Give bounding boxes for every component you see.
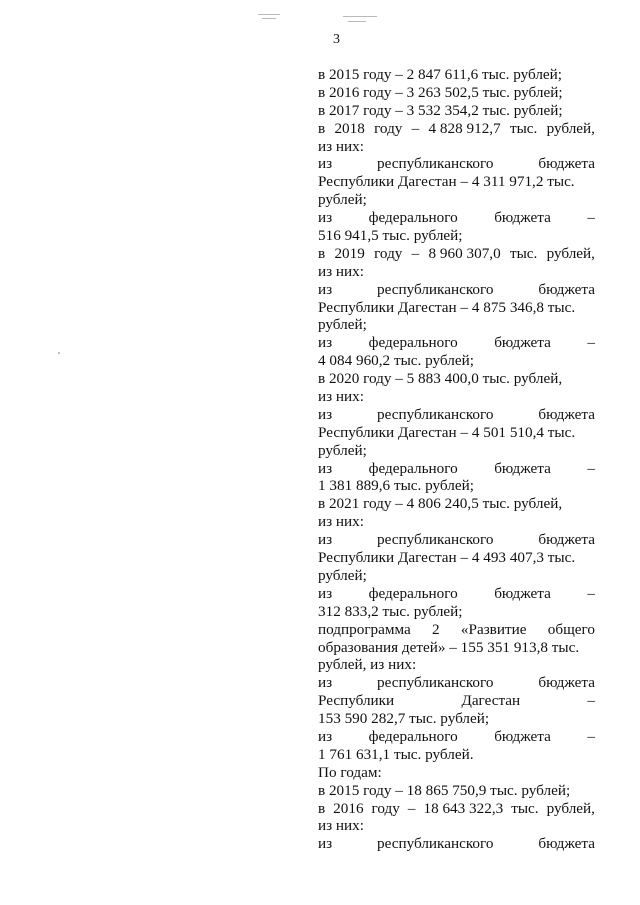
text-line bbox=[318, 692, 595, 710]
word: из bbox=[318, 405, 333, 423]
text-line bbox=[318, 531, 595, 549]
word: республиканского bbox=[377, 835, 494, 853]
word: республиканского bbox=[377, 280, 494, 298]
word: федерального bbox=[368, 334, 458, 352]
text-line: в 2016 году – 3 263 502,5 тыс. рублей; bbox=[318, 83, 563, 101]
word: в bbox=[318, 799, 326, 817]
text-line: 1 381 889,6 тыс. рублей; bbox=[318, 477, 474, 495]
text-line: из них: bbox=[318, 137, 364, 155]
text-line bbox=[318, 406, 595, 424]
word: федерального bbox=[368, 459, 458, 477]
text-line: рублей; bbox=[318, 191, 367, 209]
text-line: 516 941,5 тыс. рублей; bbox=[318, 227, 463, 245]
word: 4 828 912,7 bbox=[428, 119, 501, 137]
word: 8 960 307,0 bbox=[428, 244, 501, 262]
text-line bbox=[318, 209, 595, 227]
word: Республики bbox=[318, 692, 395, 710]
word: федерального bbox=[368, 584, 458, 602]
word: республиканского bbox=[377, 531, 494, 549]
word: – bbox=[411, 119, 420, 137]
word: из bbox=[318, 280, 333, 298]
word: году bbox=[371, 799, 400, 817]
word: 2019 bbox=[334, 244, 365, 262]
word: из bbox=[318, 584, 333, 602]
word: тыс. bbox=[509, 119, 538, 137]
word: – bbox=[587, 584, 595, 602]
word: республиканского bbox=[377, 155, 494, 173]
text-line: в 2015 году – 18 865 750,9 тыс. рублей; bbox=[318, 781, 571, 799]
text-line bbox=[318, 120, 595, 138]
word: тыс. bbox=[511, 799, 539, 817]
word: подпрограмма bbox=[318, 620, 411, 638]
word: бюджета bbox=[494, 459, 551, 477]
text-line bbox=[318, 460, 595, 478]
text-line: в 2017 году – 3 532 354,2 тыс. рублей; bbox=[318, 101, 563, 119]
word: в bbox=[318, 119, 326, 137]
word: из bbox=[318, 334, 333, 352]
word: – bbox=[587, 692, 595, 710]
page-number: 3 bbox=[333, 32, 340, 47]
text-line: Республики Дагестан – 4 501 510,4 тыс. bbox=[318, 423, 576, 441]
text-line: из них: bbox=[318, 262, 364, 280]
word: республиканского bbox=[377, 674, 494, 692]
word: тыс. bbox=[509, 244, 538, 262]
word: из bbox=[318, 674, 333, 692]
word: «Развитие bbox=[460, 620, 527, 638]
word: – bbox=[411, 244, 420, 262]
word: рублей, bbox=[546, 119, 595, 137]
document-body bbox=[318, 66, 595, 853]
word: из bbox=[318, 155, 333, 173]
word: 2016 bbox=[333, 799, 364, 817]
text-line bbox=[318, 621, 595, 639]
word: бюджета bbox=[538, 280, 595, 298]
scan-artifact bbox=[262, 18, 276, 19]
word: республиканского bbox=[377, 405, 494, 423]
text-line: в 2015 году – 2 847 611,6 тыс. рублей; bbox=[318, 66, 563, 83]
text-line bbox=[318, 728, 595, 746]
word: из bbox=[318, 209, 333, 227]
text-line: рублей; bbox=[318, 566, 367, 584]
text-line: из них: bbox=[318, 388, 364, 406]
text-line: в 2020 году – 5 883 400,0 тыс. рублей, bbox=[318, 370, 563, 388]
word: бюджета bbox=[538, 674, 595, 692]
text-line: 1 761 631,1 тыс. рублей. bbox=[318, 745, 474, 763]
word: федерального bbox=[368, 727, 458, 745]
word: из bbox=[318, 835, 333, 853]
word: бюджета bbox=[538, 531, 595, 549]
word: 18 643 322,3 bbox=[423, 799, 504, 817]
word: бюджета bbox=[494, 727, 551, 745]
text-line: Республики Дагестан – 4 493 407,3 тыс. bbox=[318, 549, 576, 567]
scan-artifact bbox=[258, 14, 280, 15]
text-line: из них: bbox=[318, 513, 364, 531]
word: из bbox=[318, 459, 333, 477]
word: рублей, bbox=[546, 244, 595, 262]
word: году bbox=[374, 244, 403, 262]
word: бюджета bbox=[494, 334, 551, 352]
word: Дагестан bbox=[461, 692, 521, 710]
word: федерального bbox=[368, 209, 458, 227]
text-line bbox=[318, 585, 595, 603]
word: году bbox=[374, 119, 403, 137]
word: – bbox=[407, 799, 416, 817]
word: из bbox=[318, 531, 333, 549]
text-line: По годам: bbox=[318, 763, 382, 781]
word: бюджета bbox=[538, 405, 595, 423]
word: бюджета bbox=[494, 209, 551, 227]
word: в bbox=[318, 244, 326, 262]
text-line: 312 833,2 тыс. рублей; bbox=[318, 602, 463, 620]
text-line: рублей, из них: bbox=[318, 656, 417, 674]
text-line: рублей; bbox=[318, 316, 367, 334]
word: бюджета bbox=[538, 155, 595, 173]
word: 2 bbox=[432, 620, 440, 638]
word: рублей, bbox=[546, 799, 595, 817]
word: 2018 bbox=[334, 119, 365, 137]
word: – bbox=[587, 334, 595, 352]
text-line: Республики Дагестан – 4 875 346,8 тыс. bbox=[318, 298, 576, 316]
scan-artifact bbox=[58, 352, 60, 354]
word: из bbox=[318, 727, 333, 745]
text-line: рублей; bbox=[318, 441, 367, 459]
text-line: в 2021 году – 4 806 240,5 тыс. рублей, bbox=[318, 495, 563, 513]
text-line: Республики Дагестан – 4 311 971,2 тыс. bbox=[318, 173, 575, 191]
text-line: образования детей» – 155 351 913,8 тыс. bbox=[318, 638, 580, 656]
text-line bbox=[318, 674, 595, 692]
text-line bbox=[318, 245, 595, 263]
text-line bbox=[318, 800, 595, 818]
word: – bbox=[587, 727, 595, 745]
word: общего bbox=[547, 620, 595, 638]
scan-artifact bbox=[348, 21, 366, 22]
text-line: из них: bbox=[318, 817, 364, 835]
word: бюджета bbox=[538, 835, 595, 853]
word: – bbox=[587, 459, 595, 477]
text-line bbox=[318, 281, 595, 299]
text-line: 4 084 960,2 тыс. рублей; bbox=[318, 352, 474, 370]
word: бюджета bbox=[494, 584, 551, 602]
text-line: 153 590 282,7 тыс. рублей; bbox=[318, 710, 490, 728]
scan-artifact bbox=[343, 16, 377, 17]
text-line bbox=[318, 334, 595, 352]
word: – bbox=[587, 209, 595, 227]
text-line bbox=[318, 835, 595, 853]
text-line bbox=[318, 155, 595, 173]
